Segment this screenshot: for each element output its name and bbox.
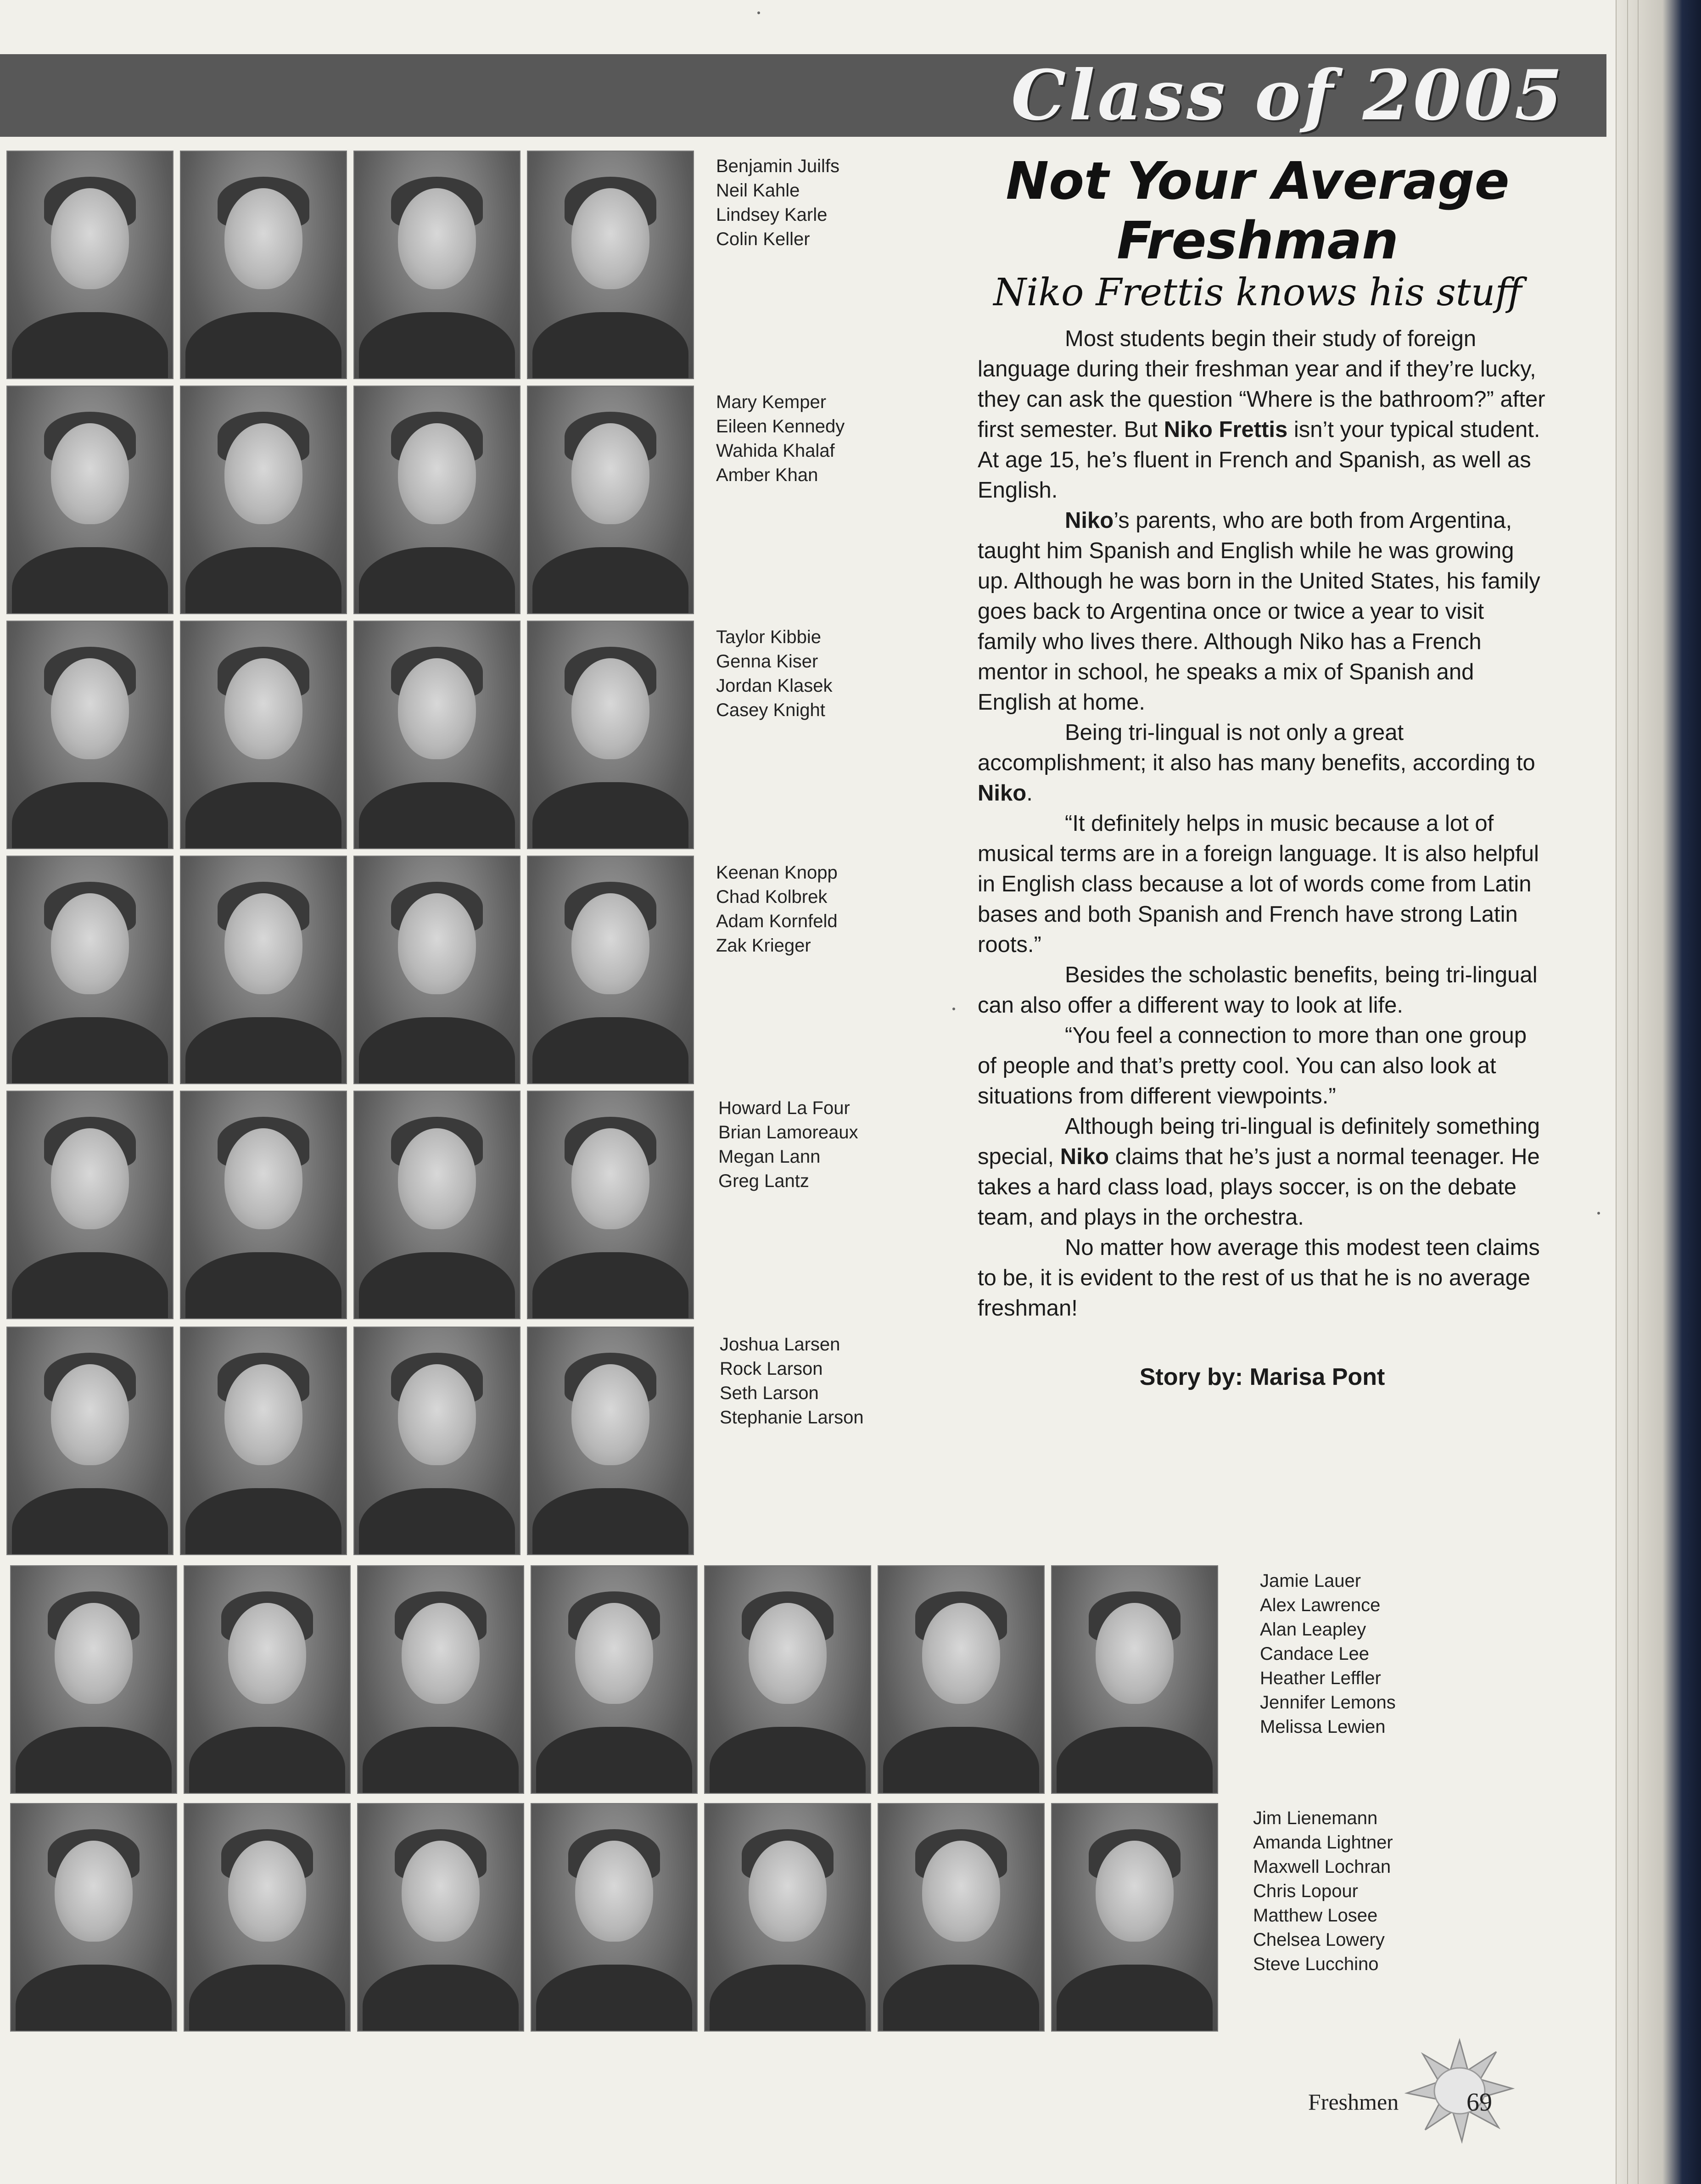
page-edge-line [1638, 0, 1639, 2184]
portrait-head [1096, 1841, 1174, 1942]
portrait-head [51, 893, 129, 994]
portrait-body [710, 1727, 866, 1794]
portrait-head [571, 423, 649, 524]
page-number-burst-icon [1404, 2038, 1515, 2144]
portrait-head [228, 1603, 306, 1704]
paragraph-text: “It definitely helps in music because a lot of musical terms are in a foreign language. It is also helpful in English class because a lot of words come from Latin bases and both Spanish and French have strong Latin roots.” [978, 811, 1539, 957]
student-name: Chelsea Lowery [1253, 1930, 1385, 1950]
student-portrait [184, 1803, 351, 2032]
portrait-head [749, 1603, 827, 1704]
article-paragraph [978, 1111, 1547, 1232]
student-name: Casey Knight [716, 700, 825, 720]
portrait-head [224, 658, 302, 759]
name-list [716, 625, 832, 722]
article-paragraph [978, 324, 1547, 505]
article-paragraph [978, 960, 1547, 1020]
portrait-head [575, 1603, 653, 1704]
portrait-body [12, 312, 168, 379]
student-portrait [878, 1803, 1045, 2032]
paragraph-text: No matter how average this modest teen claims to be, it is evident to the rest of us that he is no average freshman! [978, 1235, 1540, 1321]
portrait-body [363, 1965, 519, 2032]
student-name: Jamie Lauer [1260, 1571, 1361, 1591]
portrait-body [532, 547, 688, 614]
student-name: Genna Kiser [716, 651, 818, 672]
article-paragraph [978, 505, 1547, 717]
portrait-head [224, 188, 302, 289]
student-name: Steve Lucchino [1253, 1954, 1379, 1974]
portrait-body [16, 1965, 172, 2032]
section-label: Freshmen [1308, 2089, 1399, 2115]
student-name: Keenan Knopp [716, 862, 838, 883]
student-name: Matthew Losee [1253, 1905, 1378, 1926]
portrait-head [228, 1841, 306, 1942]
name-list [716, 154, 839, 252]
article-byline: Story by: Marisa Pont [1139, 1364, 1385, 1390]
portrait-head [571, 658, 649, 759]
portrait-body [536, 1727, 692, 1794]
portrait-body [12, 1017, 168, 1084]
portrait-head [224, 1364, 302, 1465]
student-name: Jim Lienemann [1253, 1808, 1378, 1828]
class-banner [0, 54, 1606, 137]
student-portrait [527, 856, 694, 1084]
portrait-body [359, 312, 515, 379]
portrait-head [51, 1364, 129, 1465]
portrait-head [1096, 1603, 1174, 1704]
name-list [718, 1096, 858, 1193]
page-number: 69 [1466, 2088, 1492, 2117]
portrait-head [571, 893, 649, 994]
portrait-body [532, 782, 688, 849]
portrait-body [532, 1488, 688, 1555]
portrait-head [51, 188, 129, 289]
paragraph-text: ’s parents, who are both from Argentina, taught him Spanish and English while he was growing up. Although he was born in the United States, his family goes back to Argentina once or twice a year to visit family who lives there. Although Niko has a French mentor in school, he speaks a mix of Spanish and English at home. [978, 508, 1540, 715]
student-name: Brian Lamoreaux [718, 1122, 858, 1142]
student-portrait [180, 856, 347, 1084]
portrait-body [883, 1727, 1039, 1794]
portrait-body [532, 312, 688, 379]
student-name: Candace Lee [1260, 1644, 1369, 1664]
portrait-body [359, 1488, 515, 1555]
student-portrait [1051, 1803, 1218, 2032]
portrait-body [532, 1252, 688, 1319]
student-name: Amber Khan [716, 465, 818, 485]
student-portrait [704, 1565, 871, 1794]
student-name: Maxwell Lochran [1253, 1857, 1391, 1877]
student-name: Adam Kornfeld [716, 911, 838, 931]
paragraph-text: Being tri-lingual is not only a great accomplishment; it also has many benefits, according to [978, 720, 1535, 775]
student-portrait [184, 1565, 351, 1794]
portrait-body [16, 1727, 172, 1794]
portrait-body [359, 782, 515, 849]
portrait-head [224, 1128, 302, 1229]
student-name: Neil Kahle [716, 180, 800, 201]
student-name: Jordan Klasek [716, 676, 833, 696]
paragraph-text: isn’t your typical student. At age 15, he’s fluent in French and Spanish, as well as English. [978, 417, 1540, 503]
student-portrait [357, 1803, 524, 2032]
student-name: Melissa Lewien [1260, 1717, 1386, 1737]
student-name: Lindsey Karle [716, 205, 828, 225]
paragraph-text: Although being tri-lingual is definitely something special, [978, 1114, 1540, 1169]
scan-speck [1597, 1212, 1600, 1215]
student-name: Heather Leffler [1260, 1668, 1381, 1688]
student-name: Taylor Kibbie [716, 627, 822, 647]
portrait-body [359, 547, 515, 614]
portrait-head [402, 1841, 480, 1942]
portrait-body [12, 1488, 168, 1555]
student-portrait [531, 1565, 698, 1794]
portrait-body [12, 782, 168, 849]
student-portrait [10, 1803, 177, 2032]
paragraph-text: Besides the scholastic benefits, being tri-lingual can also offer a different way to look at life. [978, 963, 1538, 1018]
student-name: Chad Kolbrek [716, 887, 828, 907]
student-portrait [704, 1803, 871, 2032]
student-name: Colin Keller [716, 229, 810, 249]
student-portrait [353, 386, 520, 614]
student-portrait [527, 1091, 694, 1319]
student-portrait [180, 1327, 347, 1555]
student-portrait [353, 856, 520, 1084]
paragraph-text: claims that he’s just a normal teenager. He takes a hard class load, plays soccer, is on the debate team, and plays in the orchestra. [978, 1144, 1540, 1230]
student-name: Stephanie Larson [720, 1407, 864, 1428]
student-name: Megan Lann [718, 1147, 821, 1167]
name-list [716, 861, 838, 958]
portrait-body [359, 1017, 515, 1084]
headline-line-2: Freshman [1117, 211, 1399, 271]
student-name: Mary Kemper [716, 392, 827, 412]
student-name: Wahida Khalaf [716, 441, 835, 461]
article-paragraph [978, 808, 1547, 960]
article-body [978, 324, 1547, 1323]
student-name: Amanda Lightner [1253, 1832, 1393, 1853]
portrait-head [571, 1128, 649, 1229]
banner-title: Class of 2005 [1011, 55, 1565, 136]
article-headline [964, 151, 1551, 271]
article-paragraph [978, 1232, 1547, 1323]
portrait-body [710, 1965, 866, 2032]
student-portrait [6, 386, 173, 614]
portrait-body [883, 1965, 1039, 2032]
portrait-head [224, 893, 302, 994]
book-spine [1616, 0, 1701, 2184]
bold-name: Niko Frettis [1164, 417, 1288, 442]
portrait-head [224, 423, 302, 524]
portrait-head [922, 1603, 1000, 1704]
portrait-body [185, 547, 341, 614]
portrait-head [571, 188, 649, 289]
student-name: Joshua Larsen [720, 1334, 840, 1355]
student-name: Howard La Four [718, 1098, 850, 1118]
portrait-head [922, 1841, 1000, 1942]
student-name: Eileen Kennedy [716, 416, 845, 437]
student-name: Benjamin Juilfs [716, 156, 840, 176]
portrait-body [1057, 1727, 1213, 1794]
article-paragraph [978, 717, 1547, 808]
name-list [720, 1333, 864, 1430]
portrait-head [398, 893, 476, 994]
page-edge-line [1627, 0, 1628, 2184]
bold-name: Niko [1060, 1144, 1109, 1169]
student-name: Jennifer Lemons [1260, 1692, 1396, 1713]
name-list [1260, 1569, 1396, 1739]
bold-name: Niko [1065, 508, 1114, 533]
scan-speck [952, 1008, 955, 1010]
student-portrait [357, 1565, 524, 1794]
portrait-body [185, 1488, 341, 1555]
portrait-head [51, 658, 129, 759]
portrait-head [55, 1841, 133, 1942]
student-portrait [10, 1565, 177, 1794]
page-edge-line [1616, 0, 1617, 2184]
paragraph-text: “You feel a connection to more than one group of people and that’s pretty cool. You can also look at situations from different viewpoints.” [978, 1023, 1527, 1109]
headline-line-1: Not Your Average [1006, 151, 1510, 211]
student-name: Zak Krieger [716, 935, 811, 956]
portrait-body [359, 1252, 515, 1319]
student-portrait [353, 1327, 520, 1555]
student-portrait [531, 1803, 698, 2032]
student-name: Seth Larson [720, 1383, 819, 1403]
portrait-body [12, 1252, 168, 1319]
student-portrait [1051, 1565, 1218, 1794]
student-portrait [353, 621, 520, 849]
portrait-head [402, 1603, 480, 1704]
portrait-body [532, 1017, 688, 1084]
student-portrait [527, 1327, 694, 1555]
student-portrait [527, 621, 694, 849]
portrait-body [185, 312, 341, 379]
student-name: Alex Lawrence [1260, 1595, 1381, 1615]
student-portrait [6, 856, 173, 1084]
article-subhead: Niko Frettis knows his stuff [993, 271, 1522, 314]
paragraph-text: Most students begin their study of foreign language during their freshman year and if they’re lucky, they can ask the question “Where is the bathroom?” after first semester. But [978, 326, 1545, 442]
student-portrait [180, 621, 347, 849]
student-portrait [6, 151, 173, 379]
portrait-body [189, 1727, 345, 1794]
article-paragraph [978, 1020, 1547, 1111]
portrait-head [571, 1364, 649, 1465]
portrait-body [185, 782, 341, 849]
student-name: Chris Lopour [1253, 1881, 1359, 1901]
student-portrait [180, 386, 347, 614]
student-portrait [6, 1091, 173, 1319]
portrait-body [536, 1965, 692, 2032]
portrait-head [398, 188, 476, 289]
portrait-head [398, 1128, 476, 1229]
name-list [1253, 1806, 1393, 1977]
student-portrait [527, 386, 694, 614]
portrait-head [575, 1841, 653, 1942]
portrait-head [55, 1603, 133, 1704]
portrait-body [1057, 1965, 1213, 2032]
portrait-head [749, 1841, 827, 1942]
student-portrait [180, 1091, 347, 1319]
name-list [716, 390, 845, 487]
portrait-head [398, 423, 476, 524]
portrait-head [51, 423, 129, 524]
student-name: Greg Lantz [718, 1171, 809, 1191]
student-name: Rock Larson [720, 1359, 823, 1379]
portrait-body [363, 1727, 519, 1794]
portrait-head [398, 658, 476, 759]
portrait-body [185, 1017, 341, 1084]
portrait-body [12, 547, 168, 614]
student-portrait [353, 1091, 520, 1319]
student-portrait [180, 151, 347, 379]
student-portrait [527, 151, 694, 379]
portrait-body [185, 1252, 341, 1319]
student-portrait [6, 621, 173, 849]
student-portrait [6, 1327, 173, 1555]
student-name: Alan Leapley [1260, 1619, 1366, 1640]
portrait-head [398, 1364, 476, 1465]
portrait-head [51, 1128, 129, 1229]
student-portrait [353, 151, 520, 379]
scan-speck [757, 11, 760, 14]
paragraph-text: . [1026, 781, 1033, 806]
portrait-body [189, 1965, 345, 2032]
bold-name: Niko [978, 781, 1027, 806]
student-portrait [878, 1565, 1045, 1794]
